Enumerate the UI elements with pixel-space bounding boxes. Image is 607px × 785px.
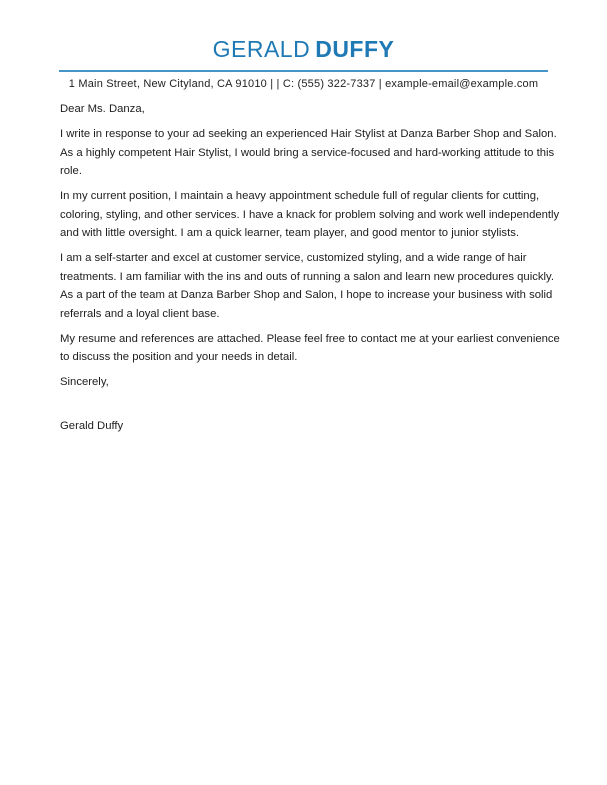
letter-body	[60, 100, 565, 435]
closing: Sincerely,	[60, 376, 109, 388]
header-divider	[59, 70, 548, 72]
paragraph-current-position: In my current position, I maintain a heavy appointment schedule full of regular clients for cutting, coloring, styling, and other services. I have a knack for problem solving and work well independently and with little oversight. I am a quick learner, team player, and good mentor to junior stylists.	[60, 190, 560, 239]
signature: Gerald Duffy	[60, 419, 124, 432]
paragraph-skills: I am a self-starter and excel at customer service, customized styling, and a wide range of hair treatments. I am familiar with the ins and outs of running a salon and learn new procedures quickly. As a part of the team at Danza Barber Shop and Salon, I hope to increase your business with solid referrals and a loyal client base.	[60, 252, 554, 320]
name-first: GERALD	[212, 36, 311, 62]
name-last: DUFFY	[315, 36, 395, 62]
salutation: Dear Ms. Danza,	[60, 103, 145, 115]
letter-header	[0, 0, 607, 92]
paragraph-intro: I write in response to your ad seeking an experienced Hair Stylist at Danza Barber Shop and Salon. As a highly competent Hair Stylist, I would bring a service-focused and hard-working attitude to this role.	[60, 128, 557, 177]
page-title	[0, 0, 607, 62]
paragraph-call-to-action: My resume and references are attached. Please feel free to contact me at your earliest convenience to discuss the position and your needs in detail.	[60, 332, 560, 363]
contact-line: 1 Main Street, New Cityland, CA 91010 | | C: (555) 322-7337 | example-email@example.com	[68, 78, 539, 90]
